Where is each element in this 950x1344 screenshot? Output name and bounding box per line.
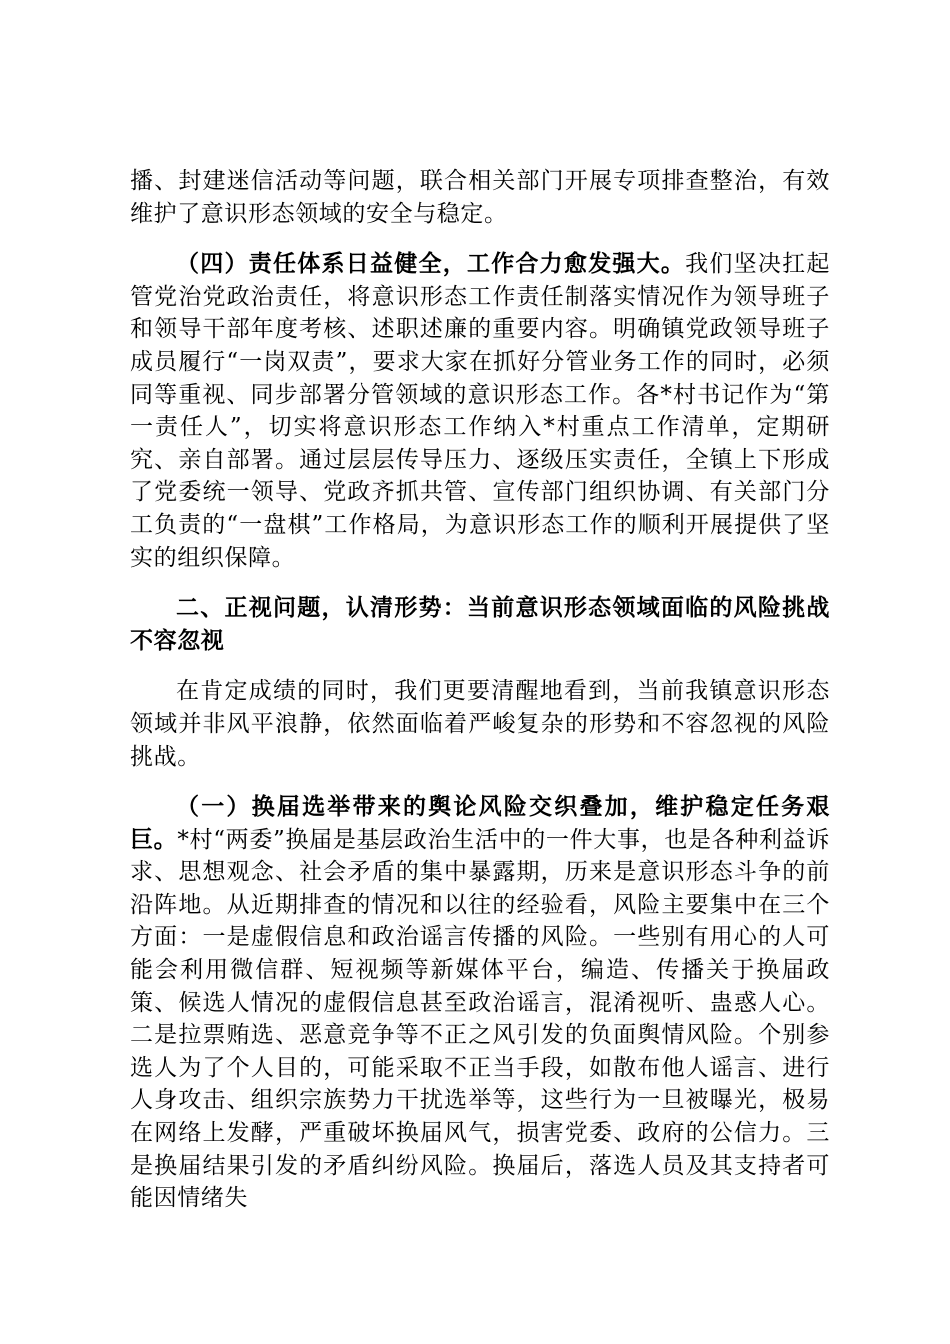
subsection-body-4: 我们坚决扛起管党治党政治责任，将意识形态工作责任制落实情况作为领导班子和领导干部年度考核、述职述廉的重要内容。明确镇党政领导班子成员履行“一岗双责”，要求大家在抓好分管业务工作的同时，必须同等重视、同步部署分管领域的意识形态工作。各*村书记作为“第一责任人”，切实将意识形态工作纳入*村重点工作清单，定期研究、亲自部署。通过层层传导压力、逐级压实责任，全镇上下形成了党委统一领导、党政齐抓共管、宣传部门组织协调、有关部门分工负责的“一盘棋”工作格局，为意识形态工作的顺利开展提供了坚实的组织保障。 [130,251,830,571]
subsection-title-1: （一）换届选举带来的舆论风险交织叠加，维护稳定任务艰巨。 [130,793,830,853]
paragraph-section-1 [130,791,830,1215]
paragraph-continuation: 播、封建迷信活动等问题，联合相关部门开展专项排查整治，有效维护了意识形态领域的安全与稳定。 [130,168,830,227]
paragraph-section-4 [130,248,830,574]
subsection-title-4: （四）责任体系日益健全，工作合力愈发强大。 [176,250,686,278]
subsection-body-1: *村“两委”换届是基层政治生活中的一件大事，也是各种利益诉求、思想观念、社会矛盾的集中暴露期，历来是意识形态斗争的前沿阵地。从近期排查的情况和以往的经验看，风险主要集中在三个方面：一是虚假信息和政治谣言传播的风险。一些别有用心的人可能会利用微信群、短视频等新媒体平台，编造、传播关于换届政策、候选人情况的虚假信息甚至政治谣言，混淆视听、蛊惑人心。二是拉票贿选、恶意竞争等不正之风引发的负面舆情风险。个别参选人为了个人目的，可能采取不正当手段，如散布他人谣言、进行人身攻击、组织宗族势力干扰选举等，这些行为一旦被曝光，极易在网络上发酵，严重破坏换届风气，损害党委、政府的公信力。三是换届结果引发的矛盾纠纷风险。换届后，落选人员及其支持者可能因情绪失 [130,826,830,1212]
paragraph-intro: 在肯定成绩的同时，我们更要清醒地看到，当前我镇意识形态领域并非风平浪静，依然面临着严峻复杂的形势和不容忽视的风险挑战。 [130,678,830,770]
document-page [130,165,830,1215]
section-heading-2: 二、正视问题，认清形势：当前意识形态领域面临的风险挑战不容忽视 [130,594,830,654]
